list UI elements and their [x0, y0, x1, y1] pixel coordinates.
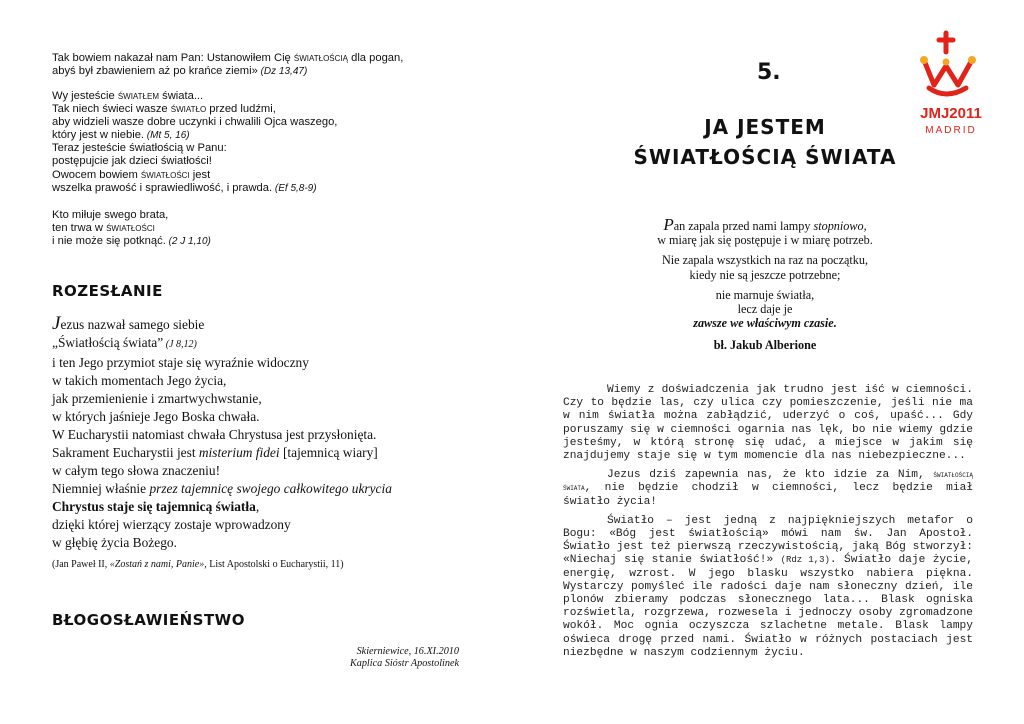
text-line: wszelka prawość i sprawiedliwość, i prawda. — [52, 181, 273, 194]
text-line: Wy jesteście — [52, 90, 118, 102]
text-line: , — [255, 499, 260, 514]
text-line: Niemniej właśnie — [52, 481, 150, 496]
text-line: W Eucharystii natomiast chwała Chrystusa jest przysłonięta. — [52, 427, 377, 442]
text-line: w takich momentach Jego życia, — [52, 373, 227, 388]
text-line: (Jan Paweł II, — [52, 559, 110, 570]
paragraph-2 — [563, 469, 973, 509]
text-line: postępujcie jak dzieci światłości! — [52, 155, 212, 168]
scripture-block-3 — [52, 209, 452, 248]
scripture-reference: (Ef 5,8-9) — [272, 182, 317, 194]
alberione-quote — [600, 215, 930, 359]
small-caps-word: światłością — [293, 52, 348, 64]
text-line: w miarę jak się postępuje i w miarę potrzeb. — [657, 233, 873, 248]
text-line: i nie może się potknąć. — [52, 235, 166, 248]
text-line: aby widzieli wasze dobre uczynki i chwalili Ojca waszego, — [52, 116, 338, 129]
text-line: Sakrament Eucharystii jest — [52, 445, 199, 460]
text-line: [tajemnicą wiary] — [279, 445, 378, 460]
text-line: jak przemienienie i zmartwychwstanie, — [52, 391, 262, 406]
drop-cap: J — [52, 313, 61, 334]
text-line: przed ludźmi, — [206, 103, 276, 116]
text-line: ezus nazwał samego siebie — [60, 317, 205, 332]
text-line: kiedy nie są jeszcze potrzebne; — [689, 267, 841, 282]
poem-block — [52, 315, 472, 574]
title-line-2: ŚWIATŁOŚCIĄ ŚWIATA — [633, 145, 897, 169]
quote-author: bł. Jakub Alberione — [713, 338, 817, 353]
drop-cap: P — [663, 215, 674, 234]
text-line: Nie zapala wszystkich na raz na początku, — [661, 253, 869, 268]
text-line: , nie będzie chodził w ciemności, lecz będzie miał światło życia! — [563, 482, 973, 508]
italic-word: stopniowo — [813, 219, 864, 233]
section-number: 5. — [757, 60, 781, 85]
logo-text: JMJ2011 — [920, 105, 982, 122]
text-line: i ten Jego przymiot staje się wyraźnie widoczny — [52, 355, 309, 370]
scripture-reference: (Rdz 1,3) — [780, 555, 830, 566]
scripture-reference: (J 8,12) — [163, 339, 197, 350]
text-line: nie marnuje światła, — [715, 287, 815, 302]
scripture-reference: (2 J 1,10) — [165, 236, 211, 248]
signature-block — [350, 646, 459, 671]
text-line: świata... — [159, 90, 204, 102]
small-caps-word: światłem — [117, 90, 159, 102]
scripture-block-2 — [52, 90, 452, 195]
text-line: Kto miłuje swego brata, — [52, 209, 169, 221]
text-line: . Światło daje życie, energię, wzrost. W jego blasku wszystko nabiera piękna. Wystarczy pomyśleć ile radości daje nam słoneczny dzień, ile plonów zbieramy podczas słonecznego lata... Blask ogniska rozświetla, rozgrzewa, rozwesela i jednoczy osoby zgromadzone wokół. Moc ognia oczyszcza szlachetne metale. Blask lampy oświeca drogę przed nami. Światło w różnych postaciach jest niezbędne w naszym codziennym życiu. — [563, 554, 973, 659]
section-heading-dismissal: ROZESŁANIE — [52, 282, 163, 300]
signature-chapel: Kaplica Sióstr Apostolinek — [349, 658, 459, 670]
text-line: „Światłością świata” — [52, 335, 164, 350]
text-line: abyś był zbawieniem aż po krańce ziemi» — [52, 65, 258, 78]
italic-phrase: misterium fidei — [198, 445, 280, 460]
text-line: , — [863, 219, 867, 233]
text-line: Owocem bowiem — [52, 168, 141, 181]
text-line: który jest w niebie. — [52, 129, 145, 142]
italic-phrase: «Zostań z nami, Panie» — [109, 559, 205, 570]
text-line: Teraz jesteście światłością w Panu: — [52, 142, 227, 155]
small-caps-word: światłości — [140, 168, 190, 181]
small-caps-word: światłości — [106, 222, 155, 235]
text-line: dla pogan, — [347, 52, 404, 64]
text-line: an zapala przed nami lampy — [673, 219, 814, 233]
small-caps-word: światło — [170, 103, 207, 116]
reflection-text — [563, 384, 973, 666]
text-line: ten trwa w — [52, 222, 107, 235]
logo-city: MADRID — [925, 125, 977, 136]
title-line-1: JA JESTEM — [704, 115, 826, 139]
text-line: jest — [189, 168, 211, 181]
scripture-reference: (Dz 13,47) — [257, 66, 308, 78]
scripture-reference: (Mt 5, 16) — [144, 130, 190, 142]
text-line: Tak niech świeci wasze — [52, 103, 171, 116]
text-line: dzięki której wierzący zostaje wprowadzony — [52, 517, 291, 532]
text-line: lecz daje je — [737, 302, 793, 317]
text-line: w całym tego słowa znaczeniu! — [52, 463, 221, 478]
section-heading-blessing: BŁOGOSŁAWIEŃSTWO — [52, 611, 245, 629]
text-line: Światło – jest jedną z najpiękniejszych metafor o Bogu: «Bóg jest światłością» mówi nam św. Jan Apostoł. Światło jest też pierwszą rzeczywistością, jaką Bóg stworzył: «Niechaj się stanie światłość!» — [563, 514, 973, 567]
paragraph-1: Wiemy z doświadczenia jak trudno jest iść w ciemności. Czy to będzie las, czy ulica czy pomieszczenie, jeśli nie ma w nim światła można zabłądzić, uderzyć o coś, upaść... Gdy poruszamy się w ciemności ogarnia nas lęk, bo nie wiemy gdzie jesteśmy, w którą stronę się udać, a miejsce w jakim się znajdujemy staje się w tym momencie dla nas niebezpieczne... — [563, 384, 973, 463]
page-title — [600, 112, 930, 172]
text-line: Jezus dziś zapewnia nas, że kto idzie za Nim, — [607, 469, 934, 482]
text-line: w głębię życia Bożego. — [52, 535, 177, 550]
italic-phrase: przez tajemnicę swojego całkowitego ukrycia — [149, 481, 392, 496]
text-line: Tak bowiem nakazał nam Pan: Ustanowiłem Cię — [52, 52, 294, 64]
paragraph-3 — [563, 515, 973, 660]
text-line: w których jaśnieje Jego Boska chwała. — [52, 409, 260, 424]
bold-italic-phrase: zawsze we właściwym czasie. — [693, 316, 837, 331]
text-line: , List Apostolski o Eucharystii, 11) — [204, 559, 344, 570]
scripture-block-1 — [52, 52, 452, 78]
signature-place-date: Skierniewice, 16.XI.2010 — [356, 646, 459, 657]
small-caps-phrase: światłością świata — [563, 470, 973, 494]
bold-phrase: Chrystus staje się tajemnicą światła — [52, 499, 256, 514]
poem-source — [52, 556, 472, 574]
